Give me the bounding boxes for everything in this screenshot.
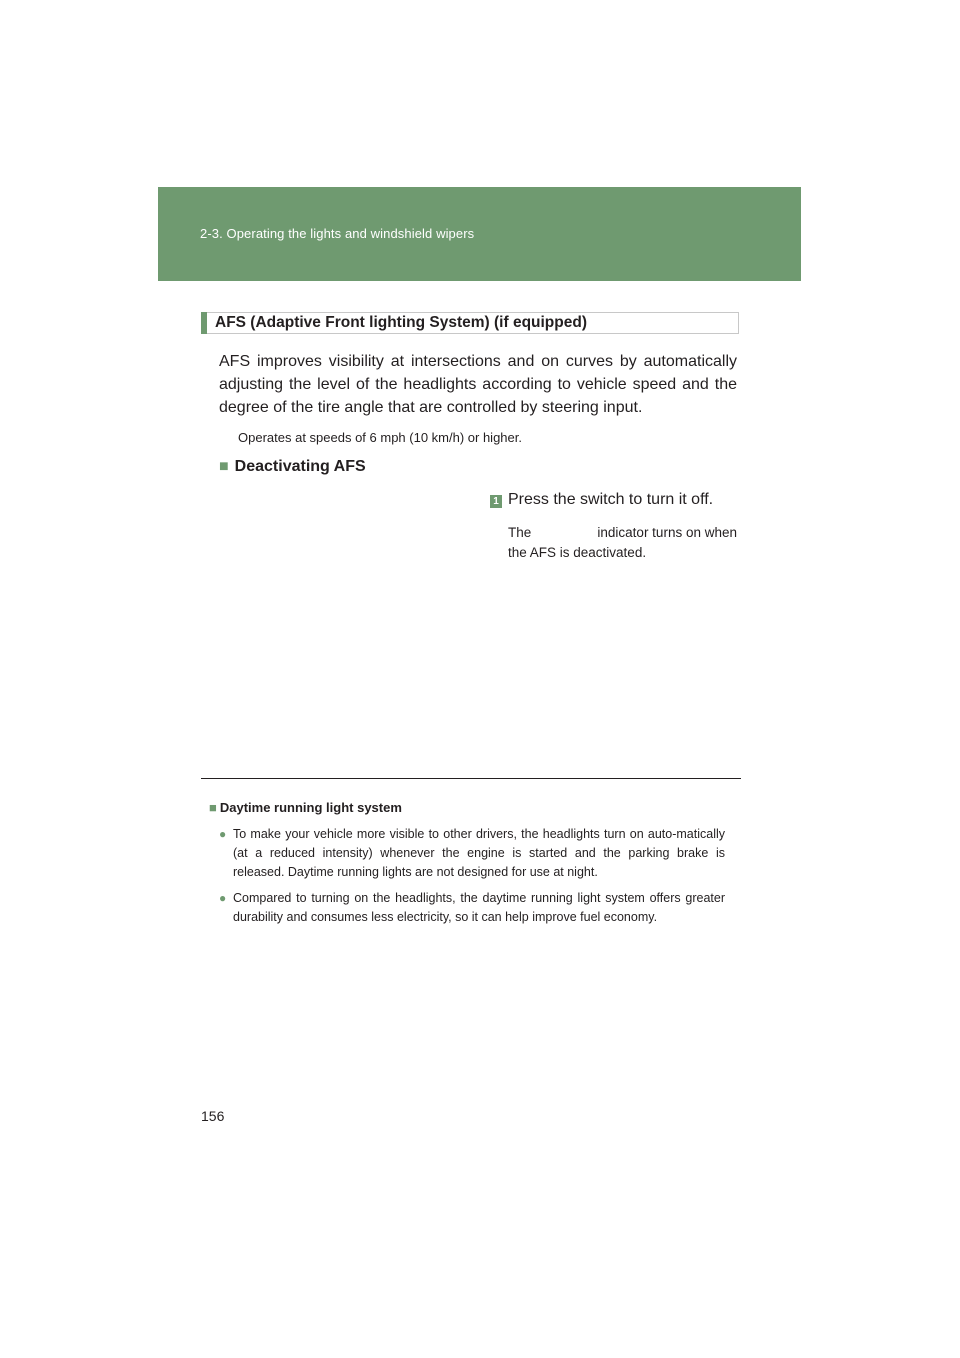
info-bullet	[219, 889, 725, 927]
section-heading-bar	[201, 312, 207, 334]
info-heading-text: Daytime running light system	[219, 800, 402, 815]
square-bullet-icon: ■	[209, 800, 217, 815]
info-bullet-text: To make your vehicle more visible to other drivers, the headlights turn on auto-matically (at a reduced intensity) whenever the engine is started and the parking brake is released. Daytime running lights are not designed for use at night.	[233, 827, 725, 879]
intro-paragraph: AFS improves visibility at intersections and on curves by automatically adjusting the level of the headlights according to vehicle speed and the degree of the tire angle that are controlled by steering input.	[219, 353, 737, 416]
section-title: AFS (Adaptive Front lighting System) (if equipped)	[215, 314, 587, 331]
square-bullet-icon: ■	[219, 458, 229, 475]
step-detail-line2: the AFS is deactivated.	[508, 545, 647, 560]
step-number-badge: 1	[490, 495, 502, 508]
page-number: 156	[201, 1108, 225, 1124]
deactivate-heading-text: Deactivating AFS	[234, 458, 366, 475]
breadcrumb: 2-3. Operating the lights and windshield wipers	[200, 226, 475, 241]
divider	[201, 778, 741, 779]
step-instruction: Press the switch to turn it off.	[508, 491, 714, 508]
speed-note: Operates at speeds of 6 mph (10 km/h) or higher.	[238, 430, 522, 445]
info-heading	[209, 800, 402, 815]
step-detail	[508, 523, 737, 563]
info-bullet-text: Compared to turning on the headlights, the daytime running light system offers greater durability and consumes less electricity, so it can help improve fuel economy.	[233, 891, 725, 924]
deactivate-heading	[219, 458, 366, 476]
section-heading-box	[201, 312, 739, 334]
step-detail-rest: indicator turns on when	[597, 525, 737, 540]
circle-bullet-icon: ●	[219, 827, 227, 841]
info-bullet	[219, 825, 725, 882]
step-detail-the: The	[508, 525, 532, 540]
circle-bullet-icon: ●	[219, 891, 227, 905]
